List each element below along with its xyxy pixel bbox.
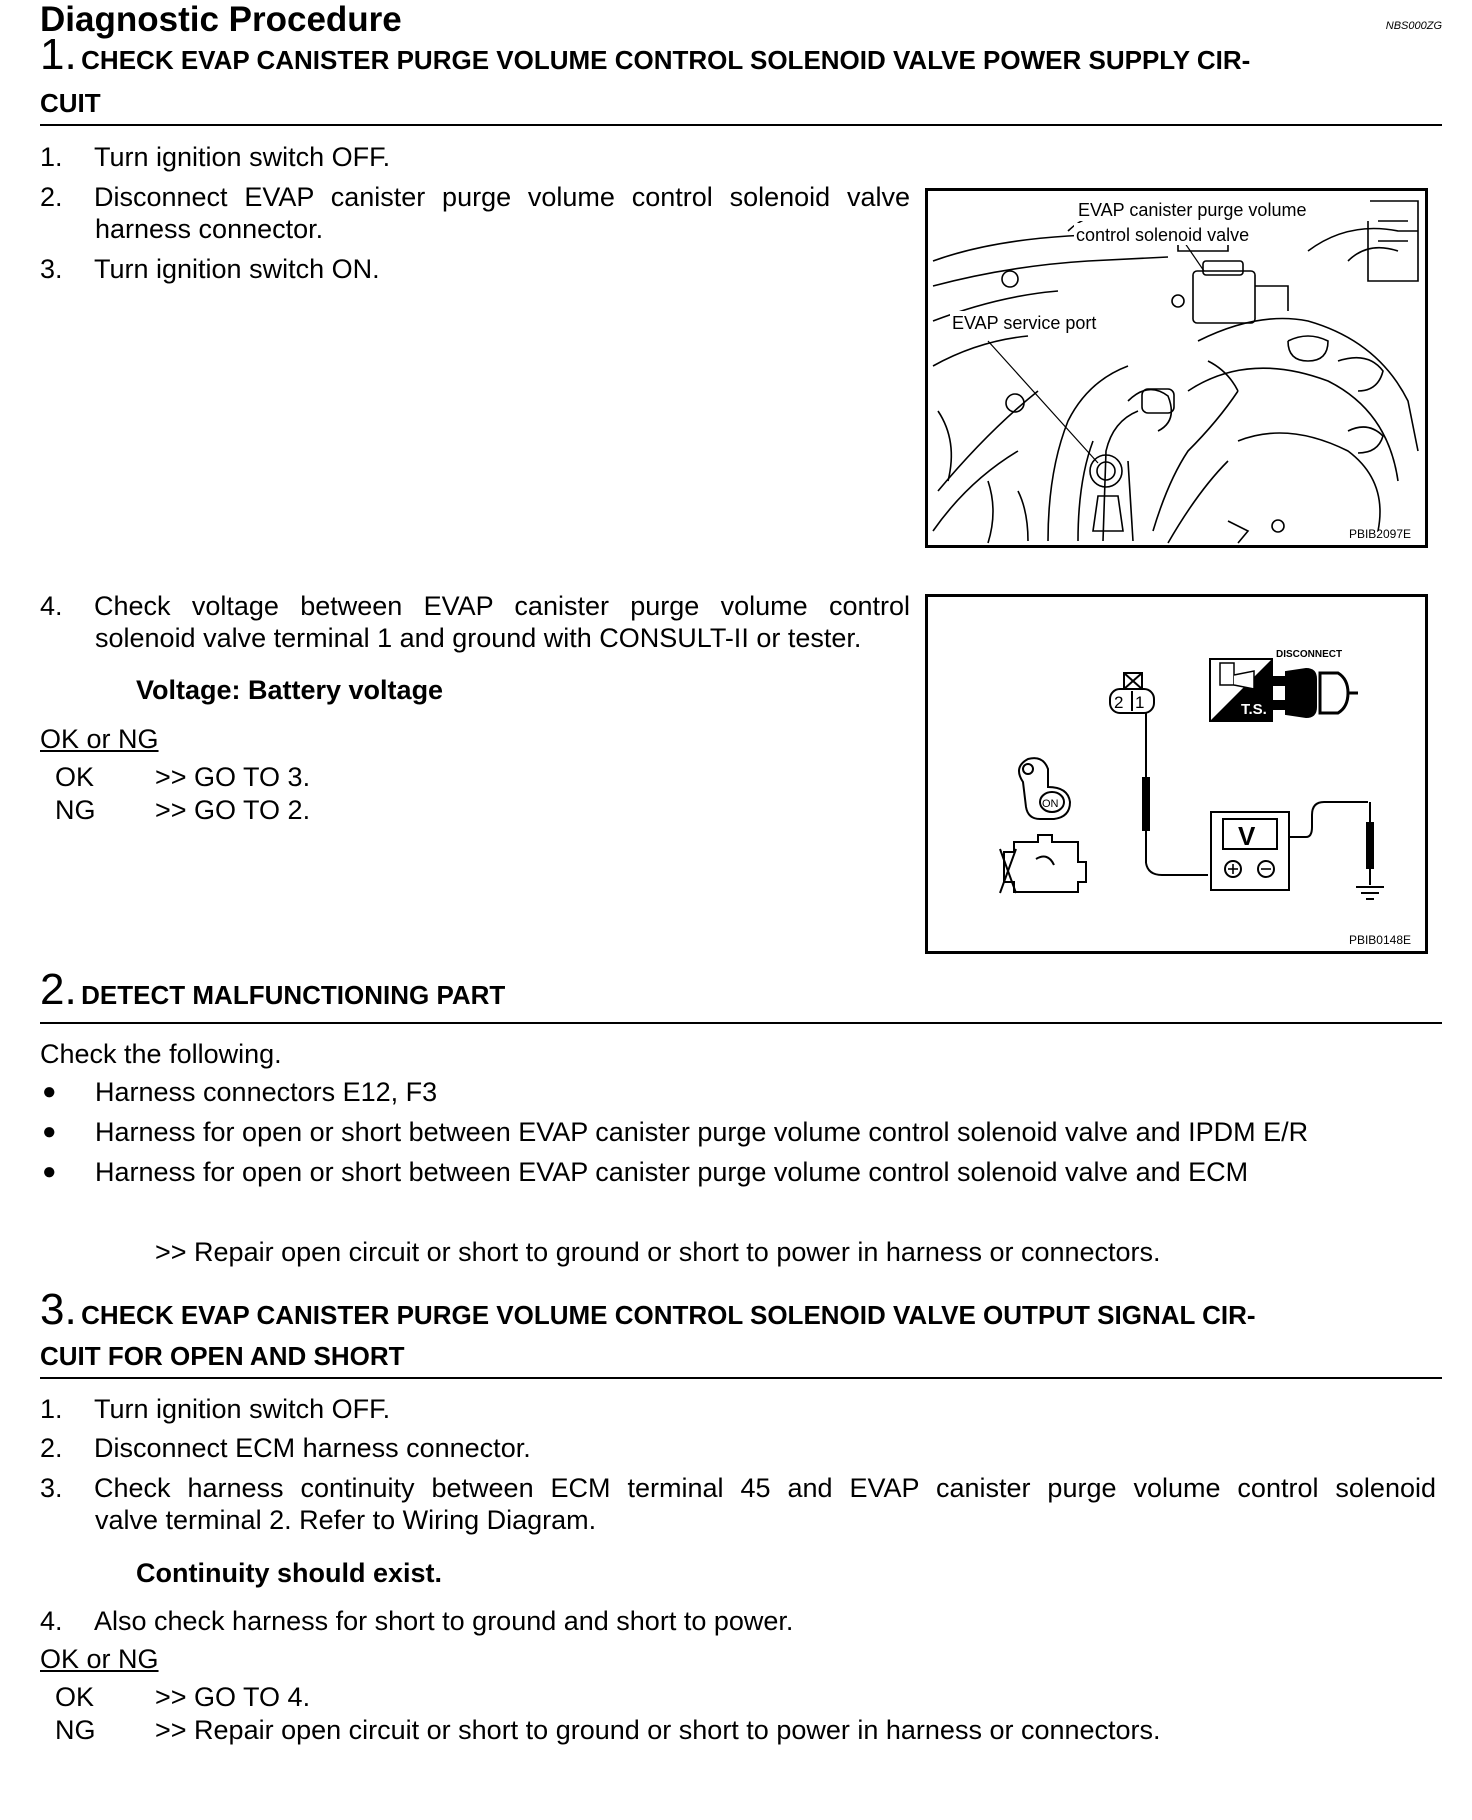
voltage-check-diagram (928, 597, 1425, 951)
key-on-label: ON (1042, 798, 1059, 810)
step3-ok-action: >> GO TO 4. (155, 1682, 311, 1712)
step1-result-label: OK or NG (40, 724, 159, 754)
step2-heading (40, 965, 505, 1015)
step3-result-label: OK or NG (40, 1644, 159, 1674)
figure-voltage-check (925, 594, 1428, 954)
meter-v-label: V (1238, 821, 1256, 851)
step1-item-1 (40, 141, 390, 173)
step3-item-3-text-line1: Check harness continuity between ECM terminal 45 and EVAP canister purge volume control solenoid (94, 1473, 1436, 1503)
step2-bullet-2: Harness for open or short between EVAP canister purge volume control solenoid valve and IPDM E/R (95, 1117, 1309, 1147)
page-title: Diagnostic Procedure (40, 0, 402, 39)
figure1-code: PBIB2097E (1348, 527, 1411, 541)
step1-ok-row (55, 762, 310, 793)
step2-divider (40, 1022, 1442, 1024)
step1-item-1-num: 1. (40, 142, 63, 172)
step1-item-4 (40, 590, 920, 622)
step1-ok-action: >> GO TO 3. (155, 762, 311, 792)
step1-item-4-text-line2: solenoid valve terminal 1 and ground with CONSULT-II or tester. (95, 623, 862, 653)
disconnect-label: DISCONNECT (1276, 649, 1343, 660)
step1-divider (40, 124, 1442, 126)
label-service-port: EVAP service port (952, 313, 1097, 333)
step2-number: 2. (40, 965, 77, 1014)
step2-action: >> Repair open circuit or short to ground or short to power in harness or connectors. (155, 1237, 1161, 1267)
step1-item-2-text-line2: harness connector. (95, 214, 324, 244)
step3-divider (40, 1377, 1442, 1379)
step2-bullet-2-icon: ● (42, 1118, 57, 1145)
step3-ng-row (55, 1715, 1161, 1746)
step3-title-line2: CUIT FOR OPEN AND SHORT (40, 1341, 405, 1371)
step2-intro: Check the following. (40, 1039, 282, 1069)
ts-label: T.S. (1241, 701, 1267, 718)
step1-heading (40, 30, 1450, 80)
step1-item-3-num: 3. (40, 254, 63, 284)
step3-title-line1: CHECK EVAP CANISTER PURGE VOLUME CONTROL SOLENOID VALVE OUTPUT SIGNAL CIR- (81, 1300, 1256, 1330)
step3-item-4 (40, 1605, 793, 1637)
figure2-code: PBIB0148E (1348, 933, 1411, 947)
step1-item-3-text: Turn ignition switch ON. (94, 254, 380, 284)
step3-ok-row (55, 1682, 310, 1713)
step2-bullet-1-icon: ● (42, 1078, 57, 1105)
step3-spec: Continuity should exist. (136, 1558, 443, 1588)
step2-bullet-3: Harness for open or short between EVAP canister purge volume control solenoid valve and ECM (95, 1157, 1249, 1187)
step2-title: DETECT MALFUNCTIONING PART (81, 980, 506, 1010)
step1-item-2-text-line1: Disconnect EVAP canister purge volume control solenoid valve (94, 182, 910, 212)
step3-ng-label: NG (55, 1715, 96, 1745)
step3-ok-label: OK (55, 1682, 95, 1712)
step1-item-4-num: 4. (40, 591, 63, 621)
step1-spec: Voltage: Battery voltage (136, 675, 444, 705)
step2-bullet-1: Harness connectors E12, F3 (95, 1077, 438, 1107)
step3-number: 3. (40, 1285, 77, 1334)
step1-number: 1. (40, 30, 77, 79)
step3-item-2 (40, 1432, 531, 1464)
document-id: NBS000ZG (1385, 20, 1442, 32)
label-valve-line1: EVAP canister purge volume (1078, 200, 1307, 220)
step3-heading (40, 1285, 1450, 1335)
step3-item-3-num: 3. (40, 1473, 63, 1503)
step1-ng-label: NG (55, 795, 96, 825)
engine-bay-illustration (928, 191, 1425, 545)
step3-item-3-text-line2: valve terminal 2. Refer to Wiring Diagram. (95, 1505, 597, 1535)
step1-title-line2: CUIT (40, 88, 101, 118)
step1-ng-row (55, 795, 310, 826)
step1-item-1-text: Turn ignition switch OFF. (94, 142, 391, 172)
connector-terminal-1: 1 (1135, 693, 1145, 712)
step3-item-1-text: Turn ignition switch OFF. (94, 1394, 391, 1424)
connector-terminal-2: 2 (1114, 693, 1124, 712)
step1-ng-action: >> GO TO 2. (155, 795, 311, 825)
figure-engine-bay (925, 188, 1428, 548)
step1-item-2 (40, 181, 920, 213)
label-valve-line2: control solenoid valve (1076, 225, 1250, 245)
step1-item-2-num: 2. (40, 182, 63, 212)
step2-bullet-3-icon: ● (42, 1158, 57, 1185)
step3-item-4-num: 4. (40, 1606, 63, 1636)
step3-item-1 (40, 1393, 390, 1425)
step1-item-3 (40, 253, 380, 285)
step3-item-2-text: Disconnect ECM harness connector. (94, 1433, 531, 1463)
step1-item-4-text-line1: Check voltage between EVAP canister purge volume control (94, 591, 910, 621)
step1-title-line1: CHECK EVAP CANISTER PURGE VOLUME CONTROL SOLENOID VALVE POWER SUPPLY CIR- (81, 45, 1251, 75)
step3-item-2-num: 2. (40, 1433, 63, 1463)
step3-item-1-num: 1. (40, 1394, 63, 1424)
step3-ng-action: >> Repair open circuit or short to ground or short to power in harness or connectors. (155, 1715, 1161, 1745)
step3-item-4-text: Also check harness for short to ground and short to power. (94, 1606, 794, 1636)
step3-item-3 (40, 1472, 1444, 1504)
step1-ok-label: OK (55, 762, 95, 792)
